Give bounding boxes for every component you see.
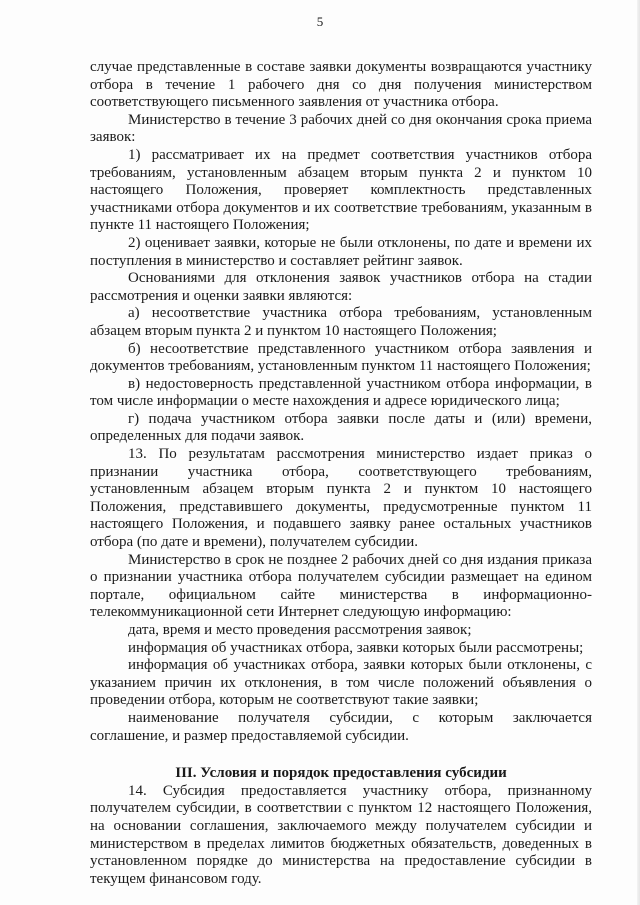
paragraph: в) недостоверность представленной участником отбора информации, в том числе информации о месте нахождения и адресе юридического лица; <box>90 375 592 410</box>
paragraph: наименование получателя субсидии, с которым заключается соглашение, и размер предоставляемой субсидии. <box>90 709 592 744</box>
paragraph: дата, время и место проведения рассмотрения заявок; <box>128 622 472 638</box>
paragraph: а) несоответствие участника отбора требованиям, установленным абзацем вторым пункта 2 и пунктом 10 настоящего Положения; <box>90 305 592 339</box>
document-body <box>90 59 592 888</box>
paragraph: б) несоответствие представленного участником отбора заявления и документов требованиям, установленным пунктом 11 настоящего Положения; <box>90 340 592 375</box>
paragraph: 13. По результатам рассмотрения министерство издает приказ о признании участника отбора, соответствующего требованиям, установленным абзацем вторым пункта 2 и пунктом 10 настоящего Положения, представившего документы, предусмотренные пунктом 11 настоящего Положения, и подавшего заявку ранее остальных участников отбора (по дате и времени), получателем субсидии. <box>90 446 592 551</box>
paragraph: Основаниями для отклонения заявок участников отбора на стадии рассмотрения и оценки заявки являются: <box>90 270 592 304</box>
page-number: 5 <box>316 14 324 29</box>
section-heading: III. Условия и порядок предоставления субсидии <box>175 765 507 782</box>
section-paragraph-list <box>90 783 592 889</box>
paragraph: информация об участниках отбора, заявки которых были отклонены, с указанием причин их отклонения, в том числе положений объявления о проведении отбора, которым не соответствуют такие заявки; <box>90 657 592 709</box>
paragraph: 1) рассматривает их на предмет соответствия участников отбора требованиям, установленным абзацем вторым пункта 2 и пунктом 10 настоящего Положения, проверяет комплектность представленных участниками отбора документов и их соответствие требованиям, указанным в пункте 11 настоящего Положения; <box>90 146 592 234</box>
paragraph: информация об участниках отбора, заявки которых были рассмотрены; <box>128 639 584 656</box>
paragraph: Министерство в срок не позднее 2 рабочих дней со дня издания приказа о признании участника отбора получателем субсидии размещает на едином портале, официальном сайте министерства в информационно-телекоммуникационной сети Интернет следующую информацию: <box>90 551 592 621</box>
paragraph: г) подача участником отбора заявки после даты и (или) времени, определенных для подачи заявок. <box>90 410 592 445</box>
paragraph: случае представленные в составе заявки документы возвращаются участнику отбора в течение 1 рабочего дня со дня получения министерством соответствующего письменного заявления от участника отбора. <box>90 59 592 111</box>
paragraph: Министерство в течение 3 рабочих дней со дня окончания срока приема заявок: <box>90 111 592 146</box>
paragraph: 2) оценивает заявки, которые не были отклонены, по дате и времени их поступления в министерство и составляет рейтинг заявок. <box>90 234 592 269</box>
paragraph: 14. Субсидия предоставляется участнику отбора, признанному получателем субсидии, в соответствии с пунктом 12 настоящего Положения, на основании соглашения, заключаемого между получателем субсидии и министерством в пределах лимитов бюджетных обязательств, доведенных в установленном порядке до министерства на предоставление субсидии в текущем финансовом году. <box>90 782 592 887</box>
paragraph-list <box>90 59 592 745</box>
